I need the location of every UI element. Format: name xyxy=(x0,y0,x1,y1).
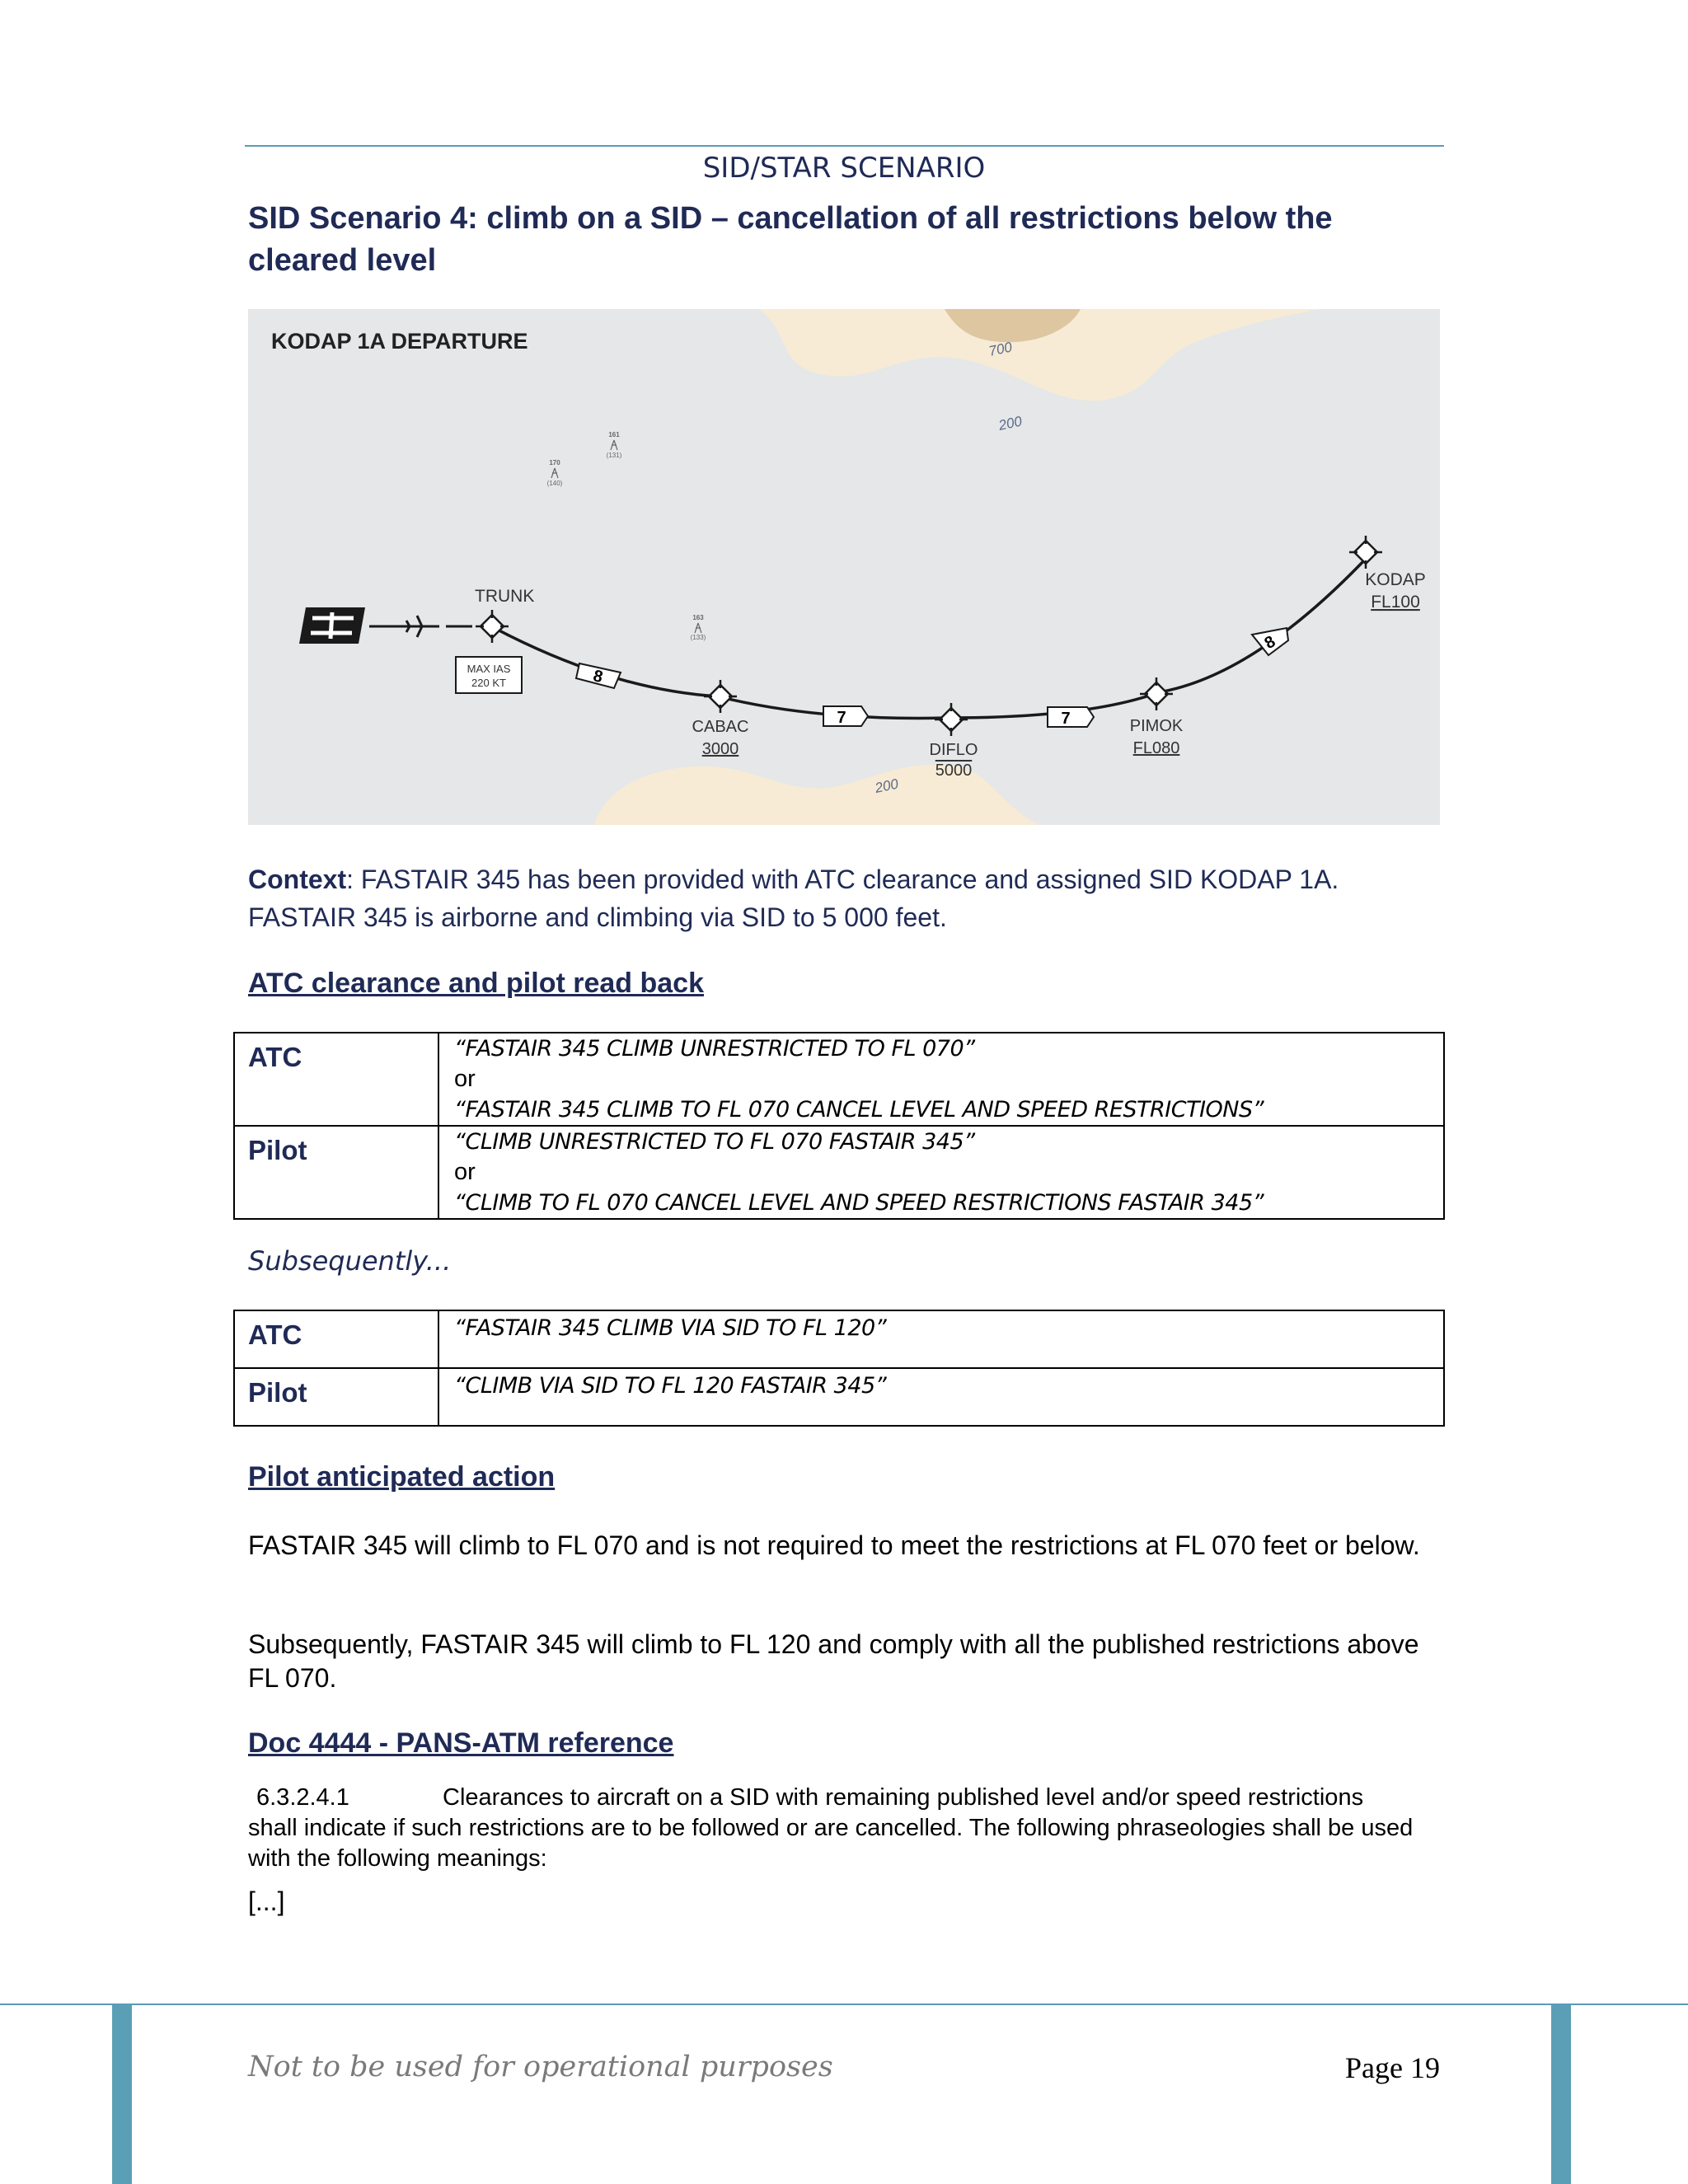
page-title: SID Scenario 4: climb on a SID – cancellation of all restrictions below the cleared level xyxy=(248,201,1333,278)
svg-text:7: 7 xyxy=(837,709,846,727)
section-heading-pilot-action: Pilot anticipated action xyxy=(248,1461,556,1493)
reference-text: Clearances to aircraft on a SID with remaining published level and/or speed restrictions shall indicate if such restrictions are to be followed or are cancelled. The following phraseologies shall be used with the following meanings: xyxy=(248,1784,1414,1872)
svg-text:(140): (140) xyxy=(546,480,563,487)
context-label: Context xyxy=(248,865,347,894)
section-heading-clearance: ATC clearance and pilot read back xyxy=(248,968,704,999)
chart-background xyxy=(248,309,1440,825)
footer-disclaimer: Not to be used for operational purposes xyxy=(248,2050,833,2083)
phrase: “CLIMB VIA SID TO FL 120 FASTAIR 345” xyxy=(454,1373,887,1399)
svg-text:8: 8 xyxy=(591,667,605,687)
reference-paragraph xyxy=(248,1783,1418,1874)
section-heading-reference: Doc 4444 - PANS-ATM reference xyxy=(248,1727,674,1759)
waypoint-label: CABAC xyxy=(692,718,749,736)
waypoint-constraint: FL100 xyxy=(1371,593,1420,612)
message-cell xyxy=(438,1310,1444,1368)
table-row xyxy=(234,1310,1444,1368)
svg-text:8: 8 xyxy=(1261,632,1279,654)
svg-text:220 KT: 220 KT xyxy=(471,677,506,689)
phrase: “CLIMB UNRESTRICTED TO FL 070 FASTAIR 345” xyxy=(454,1129,975,1155)
runway-icon xyxy=(299,607,365,644)
waypoint-label: TRUNK xyxy=(475,587,535,606)
phrase: “FASTAIR 345 CLIMB VIA SID TO FL 120” xyxy=(454,1315,887,1341)
waypoint-constraint: 3000 xyxy=(701,740,739,758)
or-label: or xyxy=(454,1159,476,1185)
waypoint-label: KODAP xyxy=(1365,570,1426,589)
phrase: “FASTAIR 345 CLIMB TO FL 070 CANCEL LEVEL AND SPEED RESTRICTIONS” xyxy=(454,1097,1264,1122)
footer-bar-left xyxy=(112,2005,132,2184)
leg-distance-marker xyxy=(1048,707,1094,728)
waypoint-label: PIMOK xyxy=(1129,717,1184,735)
message-cell xyxy=(438,1126,1444,1219)
svg-text:7: 7 xyxy=(1061,710,1071,728)
svg-text:MAX IAS: MAX IAS xyxy=(467,663,511,675)
ellipsis: [...] xyxy=(248,1886,285,1916)
waypoint-constraint: FL080 xyxy=(1132,739,1180,757)
svg-text:(133): (133) xyxy=(690,634,706,641)
footer-rule xyxy=(0,2004,1688,2005)
phrase: “CLIMB TO FL 070 CANCEL LEVEL AND SPEED RESTRICTIONS FASTAIR 345” xyxy=(454,1190,1264,1216)
waypoint-constraint: 5000 xyxy=(935,762,973,780)
context-text: : FASTAIR 345 has been provided with ATC clearance and assigned SID KODAP 1A. FASTAIR 345 is airborne and climbing via SID to 5 000 feet. xyxy=(248,865,1339,932)
role-cell: ATC xyxy=(234,1310,438,1368)
clearance-table xyxy=(233,1032,1445,1220)
svg-text:(131): (131) xyxy=(606,452,622,459)
phrase: “FASTAIR 345 CLIMB UNRESTRICTED TO FL 070” xyxy=(454,1036,975,1062)
header-rule xyxy=(245,145,1444,147)
pilot-action-paragraph: Subsequently, FASTAIR 345 will climb to FL 120 and comply with all the published restrictions above FL 070. xyxy=(248,1629,1419,1693)
subsequently-label: Subsequently... xyxy=(248,1245,452,1277)
page-number: Page 19 xyxy=(1345,2051,1440,2084)
message-cell xyxy=(438,1033,1444,1126)
speed-restriction-box xyxy=(456,657,522,693)
svg-text:161: 161 xyxy=(608,431,620,438)
role-cell: Pilot xyxy=(234,1126,438,1219)
svg-text:170: 170 xyxy=(549,459,560,466)
reference-number: 6.3.2.4.1 xyxy=(256,1784,349,1811)
svg-text:163: 163 xyxy=(692,614,704,621)
table-row xyxy=(234,1368,1444,1426)
header-title: SID/STAR SCENARIO xyxy=(702,152,986,185)
table-row xyxy=(234,1126,1444,1219)
role-cell: Pilot xyxy=(234,1368,438,1426)
climb-table xyxy=(233,1310,1445,1427)
terrain-label: 700 xyxy=(987,339,1014,359)
waypoint-label: DIFLO xyxy=(929,741,978,759)
table-row xyxy=(234,1033,1444,1126)
terrain-label: 200 xyxy=(996,413,1024,434)
or-label: or xyxy=(454,1066,476,1092)
message-cell xyxy=(438,1368,1444,1426)
context-paragraph xyxy=(248,860,1435,936)
footer-bar-right xyxy=(1551,2005,1571,2184)
role-cell: ATC xyxy=(234,1033,438,1126)
leg-distance-marker xyxy=(823,706,868,727)
sid-chart xyxy=(248,309,1440,825)
terrain-label: 200 xyxy=(873,776,900,796)
chart-title: KODAP 1A DEPARTURE xyxy=(271,329,528,354)
pilot-action-paragraph: FASTAIR 345 will climb to FL 070 and is not required to meet the restrictions at FL 070 feet or below. xyxy=(248,1530,1420,1560)
